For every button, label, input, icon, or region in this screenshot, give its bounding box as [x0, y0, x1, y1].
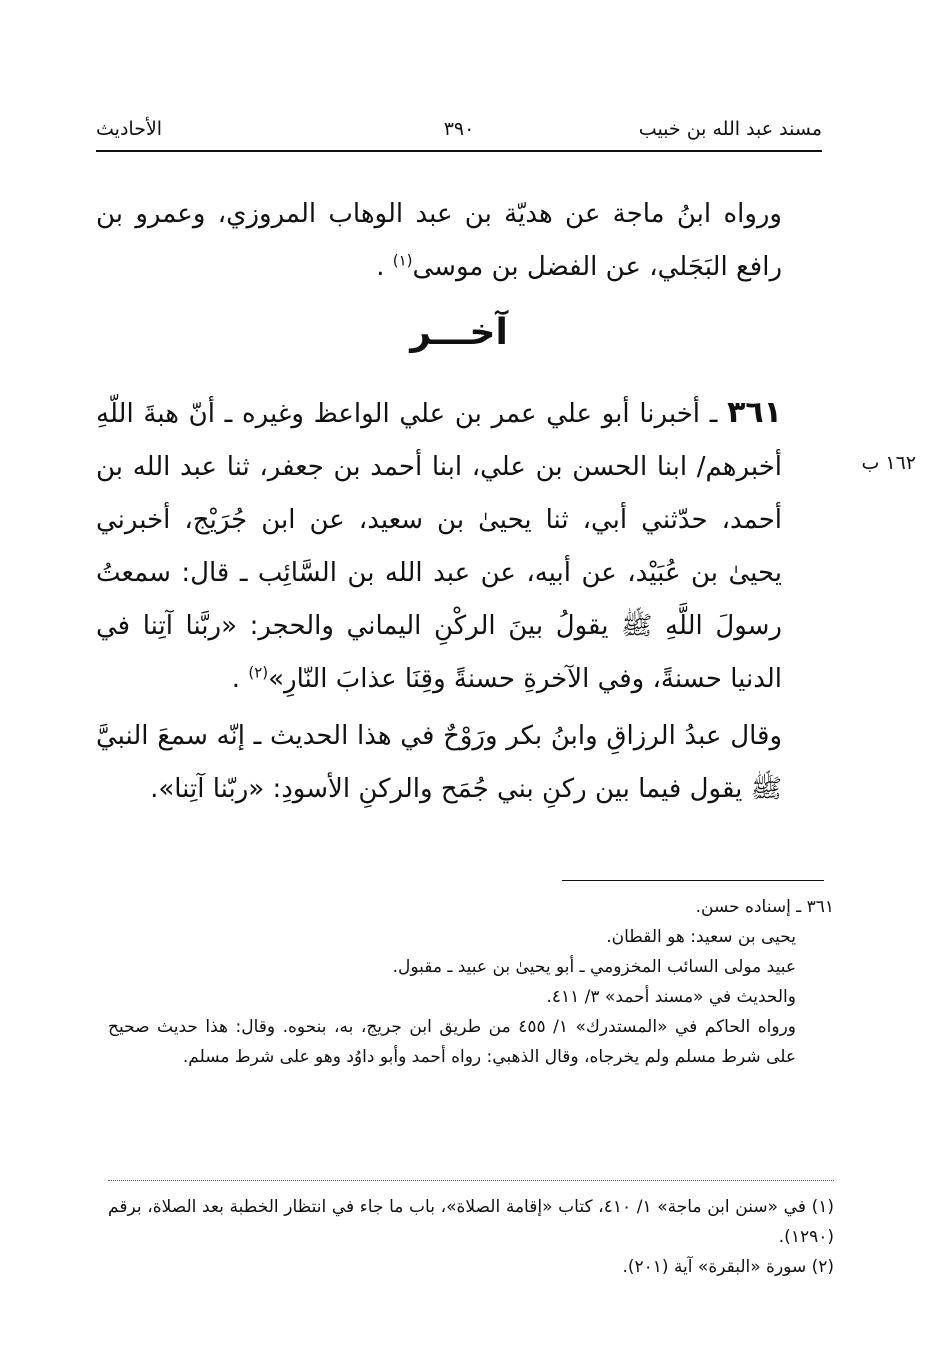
commentary-line: ٣٦١ ـ إسناده حسن. — [695, 897, 834, 917]
hadith-paragraph — [96, 386, 822, 706]
hadith-text: ـ أخبرنا أبو علي عمر بن علي الواعظ وغيره ـ أنّ هبةَ اللّهِ أخبرهم/ ابنا الحسن بن علي، ابنا أحمد بن جعفر، ثنا عبد الله بن أحمد، حدّثني أبي، ثنا يحيىٰ بن سعيد، عن ابن جُرَيْج، أخبرني يحيىٰ بن عُبَيْد، عن أبيه، عن عبد الله بن السَّائِب ـ قال: سمعتُ رسولَ اللَّهِ ﷺ يقولُ بينَ الركْنِ اليماني والحجر: «ربَّنا آتِنا في الدنيا حسنةً، وفي الآخرةِ حسنةً وقِنَا عذابَ النّارِ» — [96, 399, 782, 694]
footnote-2: (٢) سورة «البقرة» آية (٢٠١). — [622, 1257, 834, 1277]
commentary-rule — [562, 880, 824, 881]
paragraph-intro-end: . — [376, 252, 385, 282]
paragraph-intro-text: ورواه ابنُ ماجة عن هديّة بن عبد الوهاب المروزي، وعمرو بن رافع البَجَلي، عن الفضل بن موسى — [96, 199, 782, 282]
paragraph-variant — [96, 710, 822, 816]
manuscript-folio-note: ١٦٢ ب — [861, 452, 916, 474]
footnote-rule — [108, 1180, 834, 1181]
footnote-1: (١) في «سنن ابن ماجة» ١/ ٤١٠، كتاب «إقامة الصلاة»، باب ما جاء في انتظار الخطبة بعد الصلاة، برقم (١٢٩٠). — [108, 1197, 835, 1247]
hadith-number: ٣٦١ — [727, 395, 782, 430]
commentary-line: عبيد مولى السائب المخزومي ـ أبو يحيىٰ بن عبيد ـ مقبول. — [392, 957, 796, 977]
footnotes — [108, 1192, 834, 1282]
footnote-ref-2: (٢) — [248, 663, 269, 682]
hadith-text-end: . — [231, 664, 241, 694]
commentary-line: يحيى بن سعيد: هو القطان. — [606, 927, 796, 947]
running-header — [96, 116, 822, 150]
commentary — [108, 892, 834, 1072]
paragraph-variant-text: وقال عبدُ الرزاقِ وابنُ بكر ورَوْحٌ في هذا الحديث ـ إنّه سمعَ النبيَّ ﷺ يقول فيما بين ركنِ بني جُمَح والركنِ الأسودِ: «ربّنا آتِنا». — [96, 721, 782, 804]
page-number: ٣٩٠ — [443, 118, 475, 140]
footnote-ref-1: (١) — [392, 251, 413, 270]
paragraph-intro — [96, 188, 822, 294]
header-rule — [96, 150, 822, 152]
book-title: مسند عبد الله بن خبيب — [638, 118, 822, 140]
section-name: الأحاديث — [96, 118, 163, 140]
commentary-line: ورواه الحاكم في «المستدرك» ١/ ٤٥٥ من طريق ابن جريج، به، بنحوه. وقال: هذا حديث صحيح على شرط مسلم ولم يخرجاه، وقال الذهبي: رواه أحمد وأبو داوُد وهو على شرط مسلم. — [108, 1017, 797, 1067]
commentary-line: والحديث في «مسند أحمد» ٣/ ٤١١. — [546, 987, 796, 1007]
section-title: آخـــر — [410, 312, 508, 353]
